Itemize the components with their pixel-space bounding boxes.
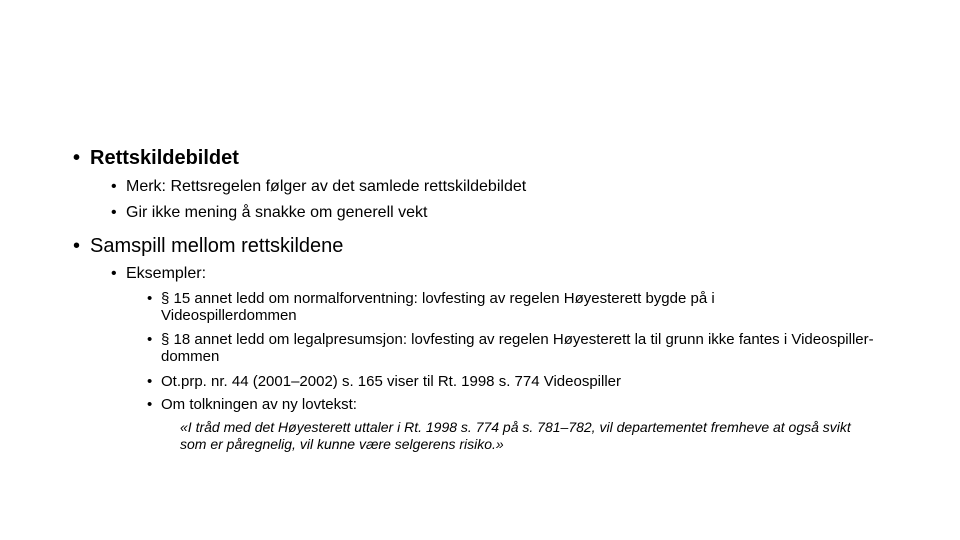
- example-item: [147, 373, 891, 390]
- bullet: •: [73, 147, 81, 169]
- heading-text: Samspill mellom rettskildene: [90, 235, 344, 257]
- example-text: Om tolkningen av ny lovtekst:: [161, 396, 357, 413]
- example-text: § 15 annet ledd om normalforventning: lovfesting av regelen Høyesterett bygde på i Videospillerdommen: [161, 290, 715, 324]
- section-heading-rettskildebildet: [73, 146, 239, 170]
- example-item: [147, 290, 821, 324]
- bullet: •: [147, 396, 153, 413]
- sub-bullet-merk: [111, 177, 526, 197]
- example-item: [147, 331, 891, 365]
- sub-bullet-eksempler: [111, 264, 206, 284]
- bullet: •: [147, 331, 153, 348]
- example-text: Ot.prp. nr. 44 (2001–2002) s. 165 viser til Rt. 1998 s. 774 Videospiller: [161, 373, 621, 390]
- bullet: •: [111, 265, 117, 282]
- bullet: •: [111, 178, 117, 195]
- sub-bullet-vekt: [111, 203, 427, 223]
- quote-text: «I tråd med det Høyesterett uttaler i Rt. 1998 s. 774 på s. 781–782, vil departementet fremheve at også svikt som er påregnelig, vil kunne være selgerens risiko.»: [180, 419, 851, 452]
- sub-bullet-text: Merk: Rettsregelen følger av det samlede rettskildebildet: [126, 178, 527, 195]
- bullet: •: [147, 290, 153, 307]
- section-heading-samspill: [73, 234, 343, 258]
- heading-text: Rettskildebildet: [90, 147, 239, 169]
- bullet: •: [147, 373, 153, 390]
- example-item: [147, 396, 891, 413]
- sub-bullet-text: Gir ikke mening å snakke om generell vekt: [126, 204, 428, 221]
- bullet: •: [73, 235, 81, 257]
- sub-bullet-text: Eksempler:: [126, 265, 207, 282]
- bullet: •: [111, 204, 117, 221]
- example-text: § 18 annet ledd om legalpresumsjon: lovfesting av regelen Høyesterett la til grunn ikke fantes i Videospiller-dommen: [161, 331, 874, 365]
